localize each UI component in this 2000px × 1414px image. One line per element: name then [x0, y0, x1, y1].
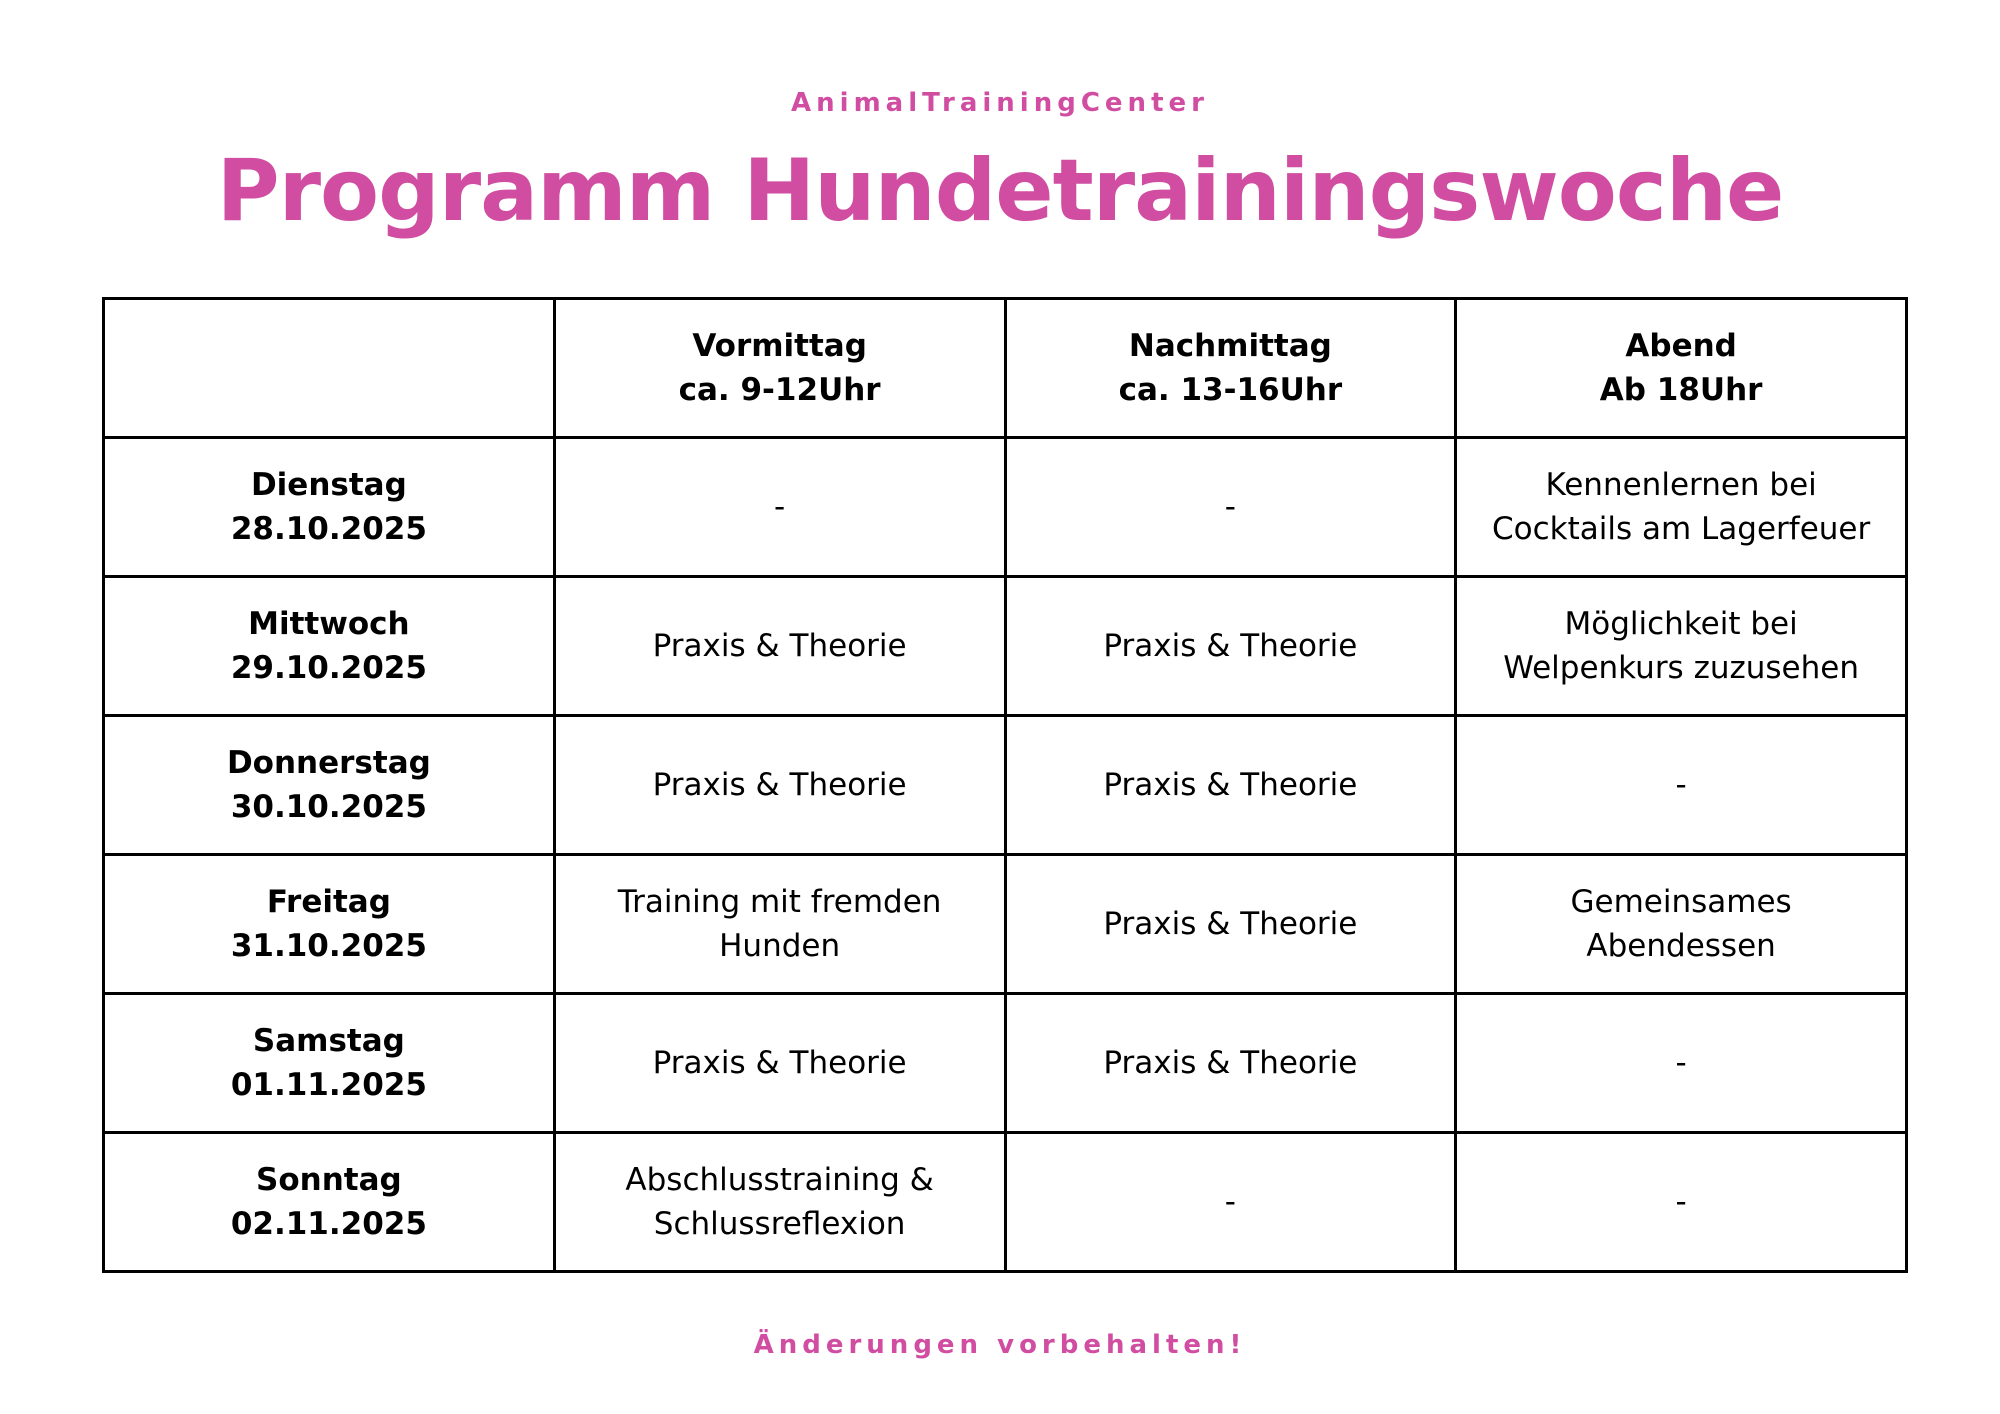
activity-text: -: [1224, 489, 1236, 525]
header-time: Ab 18Uhr: [1599, 372, 1763, 408]
header-time: ca. 9-12Uhr: [678, 372, 881, 408]
activity-text: -: [1675, 767, 1687, 803]
activity-text: Cocktails am Lagerfeuer: [1491, 511, 1871, 547]
activity-cell-vormittag: [554, 855, 1005, 994]
table-row: [104, 577, 1907, 716]
activity-text: Praxis & Theorie: [652, 1045, 907, 1081]
activity-text: Welpenkurs zuzusehen: [1503, 650, 1859, 686]
schedule-table: [102, 297, 1908, 1273]
day-cell: [104, 994, 555, 1133]
day-date: 02.11.2025: [230, 1206, 427, 1242]
activity-cell-abend: [1456, 994, 1907, 1133]
activity-text: Gemeinsames: [1570, 884, 1792, 920]
activity-cell-vormittag: [554, 716, 1005, 855]
header-time: ca. 13-16Uhr: [1118, 372, 1343, 408]
header-vormittag: [554, 299, 1005, 438]
day-name: Sonntag: [256, 1162, 402, 1198]
activity-cell-nachmittag: [1005, 855, 1456, 994]
activity-cell-nachmittag: [1005, 716, 1456, 855]
activity-cell-nachmittag: [1005, 1133, 1456, 1272]
activity-cell-abend: [1456, 438, 1907, 577]
table-header-row: [104, 299, 1907, 438]
day-cell: [104, 716, 555, 855]
activity-text: Praxis & Theorie: [652, 767, 907, 803]
activity-cell-abend: [1456, 577, 1907, 716]
activity-cell-vormittag: [554, 994, 1005, 1133]
brand-name: AnimalTrainingCenter: [791, 88, 1209, 118]
activity-cell-abend: [1456, 855, 1907, 994]
day-cell: [104, 438, 555, 577]
activity-text: Praxis & Theorie: [1103, 906, 1358, 942]
activity-text: Praxis & Theorie: [1103, 628, 1358, 664]
activity-cell-nachmittag: [1005, 994, 1456, 1133]
activity-text: Kennenlernen bei: [1545, 467, 1817, 503]
footer-note: Änderungen vorbehalten!: [753, 1330, 1247, 1360]
activity-text: -: [1224, 1184, 1236, 1220]
activity-text: Abendessen: [1586, 928, 1776, 964]
activity-text: Möglichkeit bei: [1564, 606, 1798, 642]
day-date: 31.10.2025: [230, 928, 427, 964]
activity-text: Praxis & Theorie: [652, 628, 907, 664]
page-title: Programm Hundetrainingswoche: [216, 141, 1784, 241]
activity-text: Abschlusstraining &: [625, 1162, 934, 1198]
schedule-body: [104, 438, 1907, 1272]
day-cell: [104, 1133, 555, 1272]
header-nachmittag: [1005, 299, 1456, 438]
day-name: Donnerstag: [226, 745, 431, 781]
table-row: [104, 855, 1907, 994]
day-date: 01.11.2025: [230, 1067, 427, 1103]
header-label: Nachmittag: [1128, 328, 1332, 364]
activity-text: -: [1675, 1045, 1687, 1081]
day-name: Mittwoch: [248, 606, 410, 642]
activity-cell-abend: [1456, 1133, 1907, 1272]
day-date: 28.10.2025: [230, 511, 427, 547]
table-row: [104, 438, 1907, 577]
activity-cell-vormittag: [554, 1133, 1005, 1272]
day-date: 30.10.2025: [230, 789, 427, 825]
day-name: Samstag: [252, 1023, 405, 1059]
header-abend: [1456, 299, 1907, 438]
activity-text: Training mit fremden: [617, 884, 942, 920]
activity-text: Schlussreflexion: [653, 1206, 906, 1242]
activity-text: Praxis & Theorie: [1103, 767, 1358, 803]
header-label: Vormittag: [692, 328, 867, 364]
day-cell: [104, 855, 555, 994]
activity-cell-nachmittag: [1005, 438, 1456, 577]
day-date: 29.10.2025: [230, 650, 427, 686]
header-corner: [104, 299, 555, 438]
activity-text: -: [1675, 1184, 1687, 1220]
day-name: Freitag: [266, 884, 391, 920]
header-label: Abend: [1625, 328, 1737, 364]
table-row: [104, 1133, 1907, 1272]
activity-text: Hunden: [719, 928, 841, 964]
day-name: Dienstag: [250, 467, 407, 503]
table-row: [104, 994, 1907, 1133]
activity-cell-abend: [1456, 716, 1907, 855]
table-row: [104, 716, 1907, 855]
activity-cell-vormittag: [554, 438, 1005, 577]
activity-text: Praxis & Theorie: [1103, 1045, 1358, 1081]
activity-text: -: [774, 489, 786, 525]
activity-cell-vormittag: [554, 577, 1005, 716]
activity-cell-nachmittag: [1005, 577, 1456, 716]
day-cell: [104, 577, 555, 716]
